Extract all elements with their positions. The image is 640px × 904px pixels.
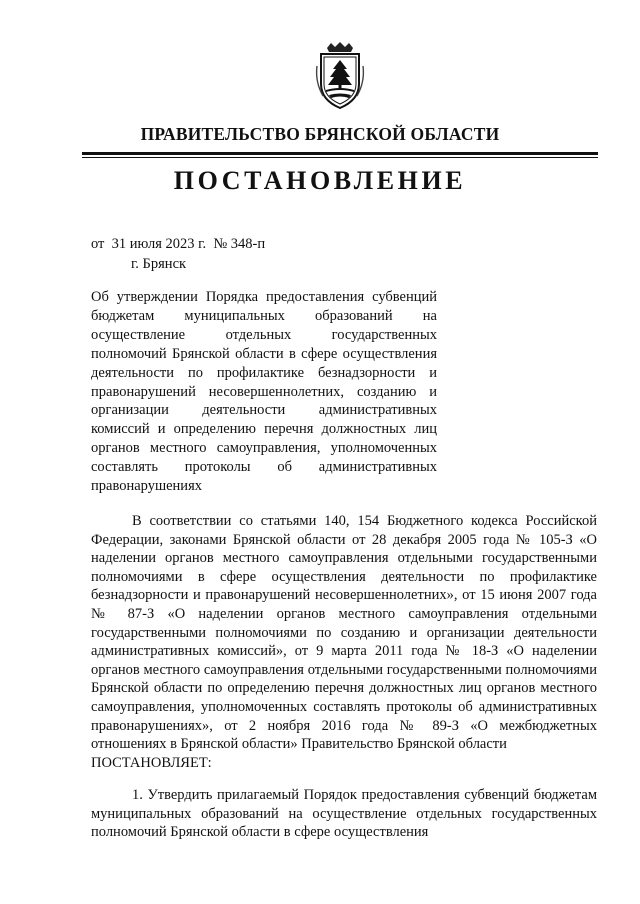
government-title: ПРАВИТЕЛЬСТВО БРЯНСКОЙ ОБЛАСТИ — [140, 124, 500, 144]
decree-word: ПОСТАНОВЛЯЕТ: — [91, 755, 212, 771]
date-and-number: от 31 июля 2023 г. № 348-п — [91, 236, 266, 252]
coat-of-arms-icon — [313, 42, 367, 110]
header-divider-thick — [82, 152, 598, 155]
header-divider-thin — [82, 157, 598, 158]
list-item: 1. Утвердить прилагаемый Порядок предоставления субвенций бюджетам муниципальных образований на осуществление отдельных государственных полномочий Брянской области в сфере осуществления — [91, 787, 597, 841]
city: г. Брянск — [131, 256, 187, 272]
document-type-title: ПОСТАНОВЛЕНИЕ — [173, 166, 467, 195]
preamble-block — [91, 512, 597, 754]
preamble-paragraph: В соответствии со статьями 140, 154 Бюджетного кодекса Российской Федерации, законами Брянской области от 28 декабря 2005 года № 105-З «О наделении органов местного самоуправления отдельными государственными полномочиями в сфере осуществления деятельности по профилактике безнадзорности и правонарушений несовершеннолетних», от 15 июня 2007 года № 87-З «О наделении органов местного самоуправления отдельными государственными полномочиями по созданию и организации деятельности административных комиссий», от 9 марта 2011 года № 18-З «О наделении органов местного самоуправления отдельными государственными полномочиями Брянской области по определению перечня должностных лиц органов местного самоуправления, уполномоченных составлять протоколы об административных правонарушениях», от 2 ноября 2016 года № 89-З «О межбюджетных отношениях в Брянской области» Правительство Брянской области — [91, 513, 597, 753]
document-subject: Об утверждении Порядка предоставления субвенций бюджетам муниципальных образований на осуществление отдельных государственных полномочий Брянской области в сфере осуществления деятельности по профилактике безнадзорности и правонарушений несовершеннолетних, созданию и организации деятельности административных комиссий и определению перечня должностных лиц органов местного самоуправления, уполномоченных составлять протоколы об административных правонарушениях — [91, 289, 437, 495]
